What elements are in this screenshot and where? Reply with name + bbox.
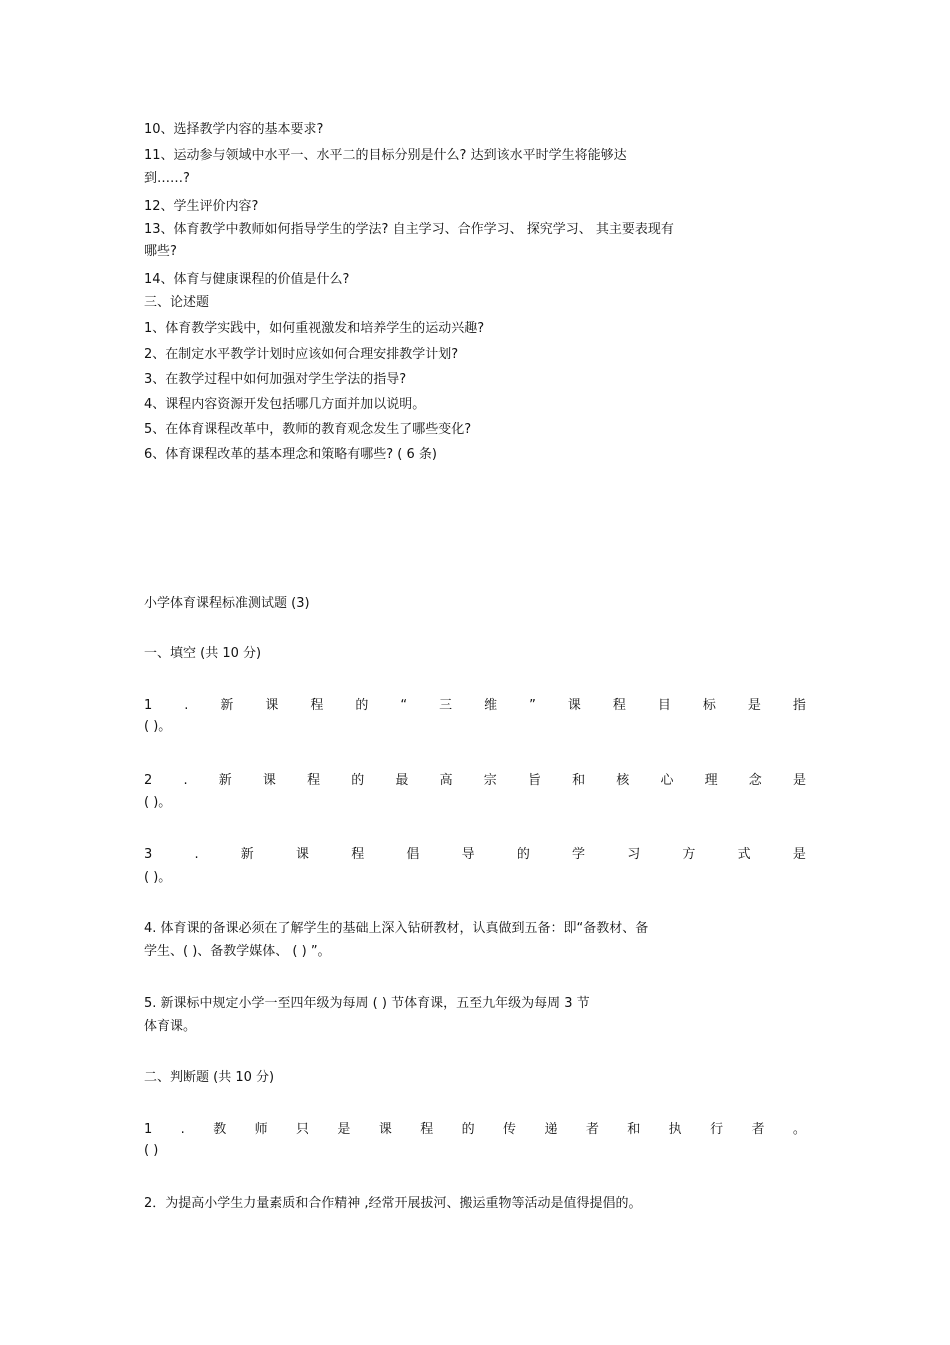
spaced-char: . bbox=[180, 1122, 185, 1137]
question-13-line1: 13、体育教学中教师如何指导学生的学法? 自主学习、合作学习、 探究学习、 其主要表现有 bbox=[144, 222, 674, 237]
fill-question-4-line2: 学生、( )、备教学媒体、 ( ) ”。 bbox=[144, 944, 331, 959]
judge-question-1-line1 bbox=[144, 1121, 806, 1139]
spaced-char: 课 bbox=[378, 1122, 392, 1137]
section-3-heading: 三、论述题 bbox=[144, 295, 210, 310]
spaced-char: 1 bbox=[144, 1122, 153, 1137]
question-14: 14、体育与健康课程的价值是什么? bbox=[144, 272, 350, 287]
spaced-char: 1 bbox=[144, 698, 153, 713]
essay-question: 4、课程内容资源开发包括哪几方面并加以说明。 bbox=[144, 397, 426, 412]
spaced-char: 程 bbox=[420, 1122, 434, 1137]
spaced-char: 核 bbox=[616, 773, 630, 788]
spaced-char: 3 bbox=[144, 847, 153, 862]
spaced-char: 递 bbox=[544, 1122, 558, 1137]
spaced-char: 是 bbox=[792, 773, 806, 788]
spaced-char: 理 bbox=[704, 773, 718, 788]
spaced-char: 师 bbox=[254, 1122, 268, 1137]
spaced-char: 是 bbox=[337, 1122, 351, 1137]
spaced-char: 只 bbox=[296, 1122, 310, 1137]
spaced-char: 指 bbox=[792, 698, 806, 713]
spaced-char: 的 bbox=[355, 698, 369, 713]
fill-question-3-blank: ( )。 bbox=[144, 870, 172, 885]
spaced-char: 旨 bbox=[527, 773, 541, 788]
judge-question-2: 2．为提高小学生力量素质和合作精神 ,经常开展拔河、搬运重物等活动是值得提倡的。 bbox=[144, 1196, 642, 1211]
fill-question-2-line1 bbox=[144, 772, 806, 790]
judge-heading: 二、判断题 (共 10 分) bbox=[144, 1070, 275, 1085]
spaced-char: 者 bbox=[585, 1122, 599, 1137]
essay-question: 1、体育教学实践中，如何重视激发和培养学生的运动兴趣? bbox=[144, 321, 485, 336]
spaced-char: 和 bbox=[572, 773, 586, 788]
fill-question-2-blank: ( )。 bbox=[144, 795, 172, 810]
spaced-char: 高 bbox=[439, 773, 453, 788]
spaced-char: 新 bbox=[240, 847, 254, 862]
spaced-char: 是 bbox=[747, 698, 761, 713]
spaced-char: 是 bbox=[792, 847, 806, 862]
spaced-char: 心 bbox=[660, 773, 674, 788]
spaced-char: 习 bbox=[627, 847, 641, 862]
spaced-char: 导 bbox=[461, 847, 475, 862]
question-11-line1: 11、运动参与领域中水平一、水平二的目标分别是什么? 达到该水平时学生将能够达 bbox=[144, 148, 627, 163]
spaced-char: “ bbox=[400, 698, 408, 713]
spaced-char: 新 bbox=[218, 773, 232, 788]
judge-question-1-blank: ( ) bbox=[144, 1143, 159, 1158]
spaced-char: 三 bbox=[439, 698, 453, 713]
spaced-char: 。 bbox=[792, 1122, 806, 1137]
essay-question: 5、在体育课程改革中，教师的教育观念发生了哪些变化? bbox=[144, 422, 472, 437]
fill-question-5-line2: 体育课。 bbox=[144, 1019, 197, 1034]
spaced-char: 倡 bbox=[406, 847, 420, 862]
spaced-char: 念 bbox=[748, 773, 762, 788]
fill-question-1-blank: ( )。 bbox=[144, 719, 172, 734]
fill-question-3-line1 bbox=[144, 846, 806, 864]
spaced-char: ” bbox=[529, 698, 536, 713]
spaced-char: 标 bbox=[702, 698, 716, 713]
spaced-char: 传 bbox=[503, 1122, 517, 1137]
essay-question: 2、在制定水平教学计划时应该如何合理安排教学计划? bbox=[144, 347, 459, 362]
spaced-char: 的 bbox=[516, 847, 530, 862]
spaced-char: 学 bbox=[572, 847, 586, 862]
spaced-char: 新 bbox=[220, 698, 234, 713]
spaced-char: 程 bbox=[307, 773, 321, 788]
spaced-char: 和 bbox=[627, 1122, 641, 1137]
spaced-char: 维 bbox=[484, 698, 498, 713]
spaced-char: 目 bbox=[657, 698, 671, 713]
spaced-char: 2 bbox=[144, 773, 153, 788]
spaced-char: 课 bbox=[265, 698, 279, 713]
spaced-char: 课 bbox=[567, 698, 581, 713]
fill-question-5-line1: 5. 新课标中规定小学一至四年级为每周 ( ) 节体育课，五至九年级为每周 3 节 bbox=[144, 996, 590, 1011]
spaced-char: 的 bbox=[351, 773, 365, 788]
spaced-char: 课 bbox=[262, 773, 276, 788]
question-11-line2: 到……? bbox=[144, 171, 190, 186]
question-12: 12、学生评价内容? bbox=[144, 199, 259, 214]
spaced-char: 方 bbox=[682, 847, 696, 862]
fill-blank-heading: 一、填空 (共 10 分) bbox=[144, 646, 262, 661]
essay-question: 3、在教学过程中如何加强对学生学法的指导? bbox=[144, 372, 407, 387]
fill-question-1-line1 bbox=[144, 697, 806, 715]
fill-question-4-line1: 4. 体育课的备课必须在了解学生的基础上深入钻研教材，认真做到五备：即“备教材、备 bbox=[144, 921, 649, 936]
spaced-char: 课 bbox=[296, 847, 310, 862]
test-title: 小学体育课程标准测试题 (3) bbox=[144, 596, 310, 611]
spaced-char: 教 bbox=[213, 1122, 227, 1137]
spaced-char: 最 bbox=[395, 773, 409, 788]
spaced-char: 执 bbox=[668, 1122, 682, 1137]
spaced-char: 程 bbox=[612, 698, 626, 713]
spaced-char: . bbox=[184, 698, 189, 713]
spaced-char: . bbox=[194, 847, 199, 862]
essay-question: 6、体育课程改革的基本理念和策略有哪些? ( 6 条) bbox=[144, 447, 437, 462]
spaced-char: 程 bbox=[310, 698, 324, 713]
spaced-char: 宗 bbox=[483, 773, 497, 788]
spaced-char: 者 bbox=[751, 1122, 765, 1137]
spaced-char: 行 bbox=[710, 1122, 724, 1137]
spaced-char: . bbox=[183, 773, 188, 788]
spaced-char: 式 bbox=[737, 847, 751, 862]
question-10: 10、选择教学内容的基本要求? bbox=[144, 122, 324, 137]
spaced-char: 程 bbox=[351, 847, 365, 862]
question-13-line2: 哪些? bbox=[144, 244, 177, 259]
spaced-char: 的 bbox=[461, 1122, 475, 1137]
